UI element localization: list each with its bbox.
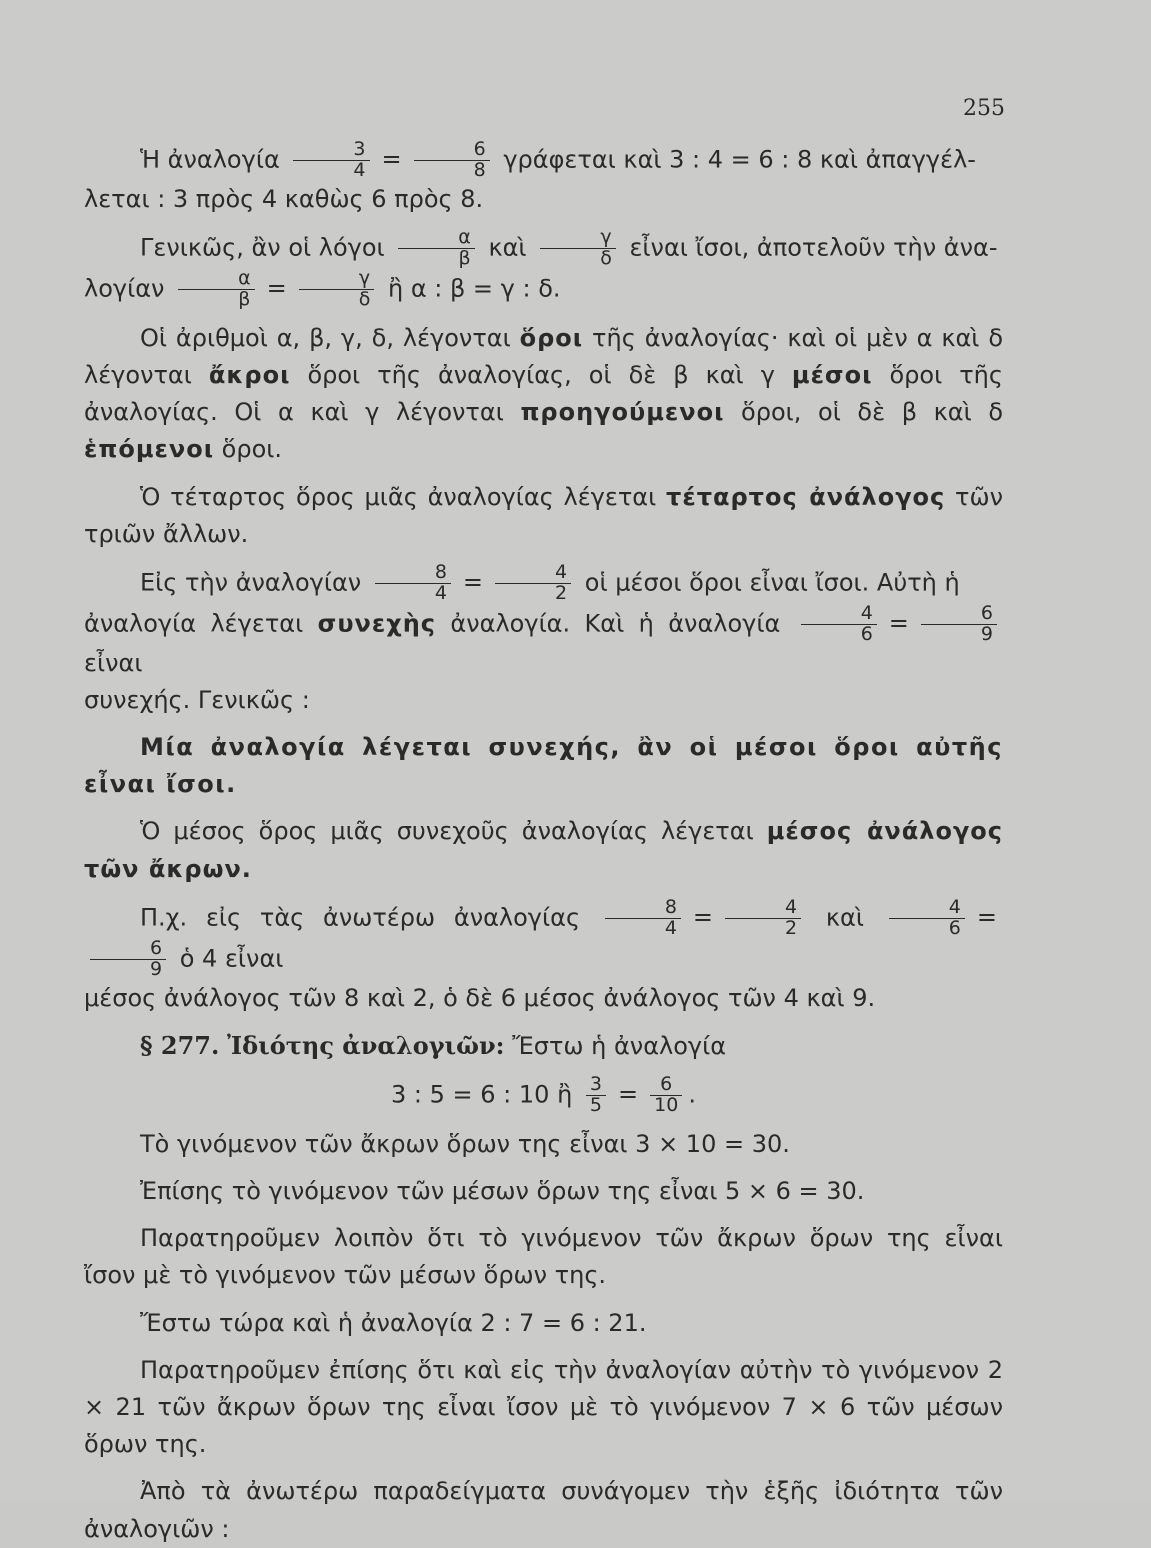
line-1: Τὸ γινόμενον τῶν ἄκρων ὅρων της εἶναι 3 × 10 = 30.: [140, 1129, 790, 1158]
page-number: 255: [963, 96, 1005, 121]
fraction-a-b-2: $\frac{\alpha}{\beta}$: [178, 269, 255, 310]
fraction-6-8: $\frac{6}{8}$: [414, 140, 490, 181]
rule-statement: Μία ἀναλογία λέγεται συνεχής, ἂν οἱ μέσοι ὅροι αὐτῆς εἶναι ἴσοι.: [84, 733, 1003, 799]
line-6: Ἀπὸ τὰ ἀνωτέρω παραδείγματα συνάγομεν τὴν ἑξῆς ἰδιότητα τῶν ἀναλογιῶν :: [84, 1477, 1003, 1543]
fraction-g-d: $\frac{\gamma}{\delta}$: [540, 228, 616, 269]
section-heading: § 277. Ἰδιότης ἀναλογιῶν: Ἔστω ἡ ἀναλογία: [140, 1030, 727, 1060]
fraction-4-6-b: $\frac{4}{6}$: [889, 898, 965, 939]
paragraph-4: Ὁ τέταρτος ὅρος μιᾶς ἀναλογίας λέγεται τέταρτος ἀνάλογος τῶν τριῶν ἄλλων.: [84, 482, 1003, 548]
fraction-a-b: $\frac{\alpha}{\beta}$: [398, 228, 475, 269]
paragraph-5: Εἰς τὴν ἀναλογίαν $\frac{8}{4}$ = $\frac{4}{2}$ οἱ μέσοι ὅροι εἶναι ἴσοι. Αὐτὴ ἡ ἀναλογία λέγεται συνεχὴς ἀναλογία. Καὶ ἡ ἀναλογία $\frac{4}{6}$ = $\frac{6}{9}$ εἶναι συνεχής. Γενικῶς :: [84, 563, 1003, 719]
paragraph-2: Γενικῶς, ἂν οἱ λόγοι $\frac{\alpha}{\beta}$ καὶ $\frac{\gamma}{\delta}$ εἶναι ἴσοι, ἀποτελοῦν τὴν ἀνα- λογίαν $\frac{\alpha}{\beta}$ = $\frac{\gamma}{\delta}$ ἢ α : β = γ : δ.: [84, 226, 998, 310]
paragraph-6: Ὁ μέσος ὅρος μιᾶς συνεχοῦς ἀναλογίας λέγεται μέσος ἀνάλογος τῶν ἄκρων.: [84, 817, 1004, 883]
fraction-4-6: $\frac{4}{6}$: [801, 604, 877, 645]
paragraph-1: Ἡ ἀναλογία $\frac{3}{4}$ = $\frac{6}{8}$ γράφεται καὶ 3 : 4 = 6 : 8 καὶ ἀπαγγέλ- λεται : 3 πρὸς 4 καθὼς 6 πρὸς 8.: [84, 138, 976, 213]
paragraph-7: Π.χ. εἰς τὰς ἀνωτέρω ἀναλογίας $\frac{8}{4}$ = $\frac{4}{2}$ καὶ $\frac{4}{6}$ = $\frac{6}{9}$ ὁ 4 εἶναι μέσος ἀνάλογος τῶν 8 καὶ 2, ὁ δὲ 6 μέσος ἀνάλογος τῶν 4 καὶ 9.: [84, 895, 997, 1012]
line-5: Παρατηροῦμεν ἐπίσης ὅτι καὶ εἰς τὴν ἀναλογίαν αὐτὴν τὸ γινόμενον 2 × 21 τῶν ἄκρων ὅρων της εἶναι ἴσον μὲ τὸ γινόμενον 7 × 6 τῶν μέσων ὅρων της.: [84, 1355, 1003, 1459]
fraction-g-d-2: $\frac{\gamma}{\delta}$: [299, 269, 375, 310]
fraction-6-9-b: $\frac{6}{9}$: [90, 939, 166, 980]
paragraph-3: Οἱ ἀριθμοὶ α, β, γ, δ, λέγονται ὅροι τῆς ἀναλογίας· καὶ οἱ μὲν α καὶ δ λέγονται ἄκροι ὅροι τῆς ἀναλογίας, οἱ δὲ β καὶ γ μέσοι ὅροι τῆς ἀναλογίας. Οἱ α καὶ γ λέγονται προηγούμενοι ὅροι, οἱ δὲ β καὶ δ ἑπόμενοι ὅροι.: [84, 323, 1004, 464]
line-2: Ἐπίσης τὸ γινόμενον τῶν μέσων ὅρων της εἶναι 5 × 6 = 30.: [140, 1177, 865, 1205]
fraction-3-5: $\frac{3}{5}$: [586, 1075, 606, 1116]
fraction-4-2: $\frac{4}{2}$: [495, 563, 571, 604]
fraction-8-4-b: $\frac{8}{4}$: [605, 898, 681, 939]
fraction-4-2-b: $\frac{4}{2}$: [725, 898, 801, 939]
fraction-8-4: $\frac{8}{4}$: [375, 563, 451, 604]
fraction-6-9: $\frac{6}{9}$: [921, 604, 997, 645]
line-4: Ἔστω τώρα καὶ ἡ ἀναλογία 2 : 7 = 6 : 21.: [140, 1308, 647, 1337]
line-3: Παρατηροῦμεν λοιπὸν ὅτι τὸ γινόμενον τῶν ἄκρων ὅρων της εἶναι ἴσον μὲ τὸ γινόμενον τῶν μέσων ὅρων της.: [84, 1224, 1003, 1290]
fraction-3-4: $\frac{3}{4}$: [293, 140, 369, 181]
fraction-6-10: $\frac{6}{10}$: [650, 1075, 682, 1116]
section-equation: 3 : 5 = 6 : 10 ἢ $\frac{3}{5}$ = $\frac{6}{10}$ .: [391, 1072, 696, 1116]
